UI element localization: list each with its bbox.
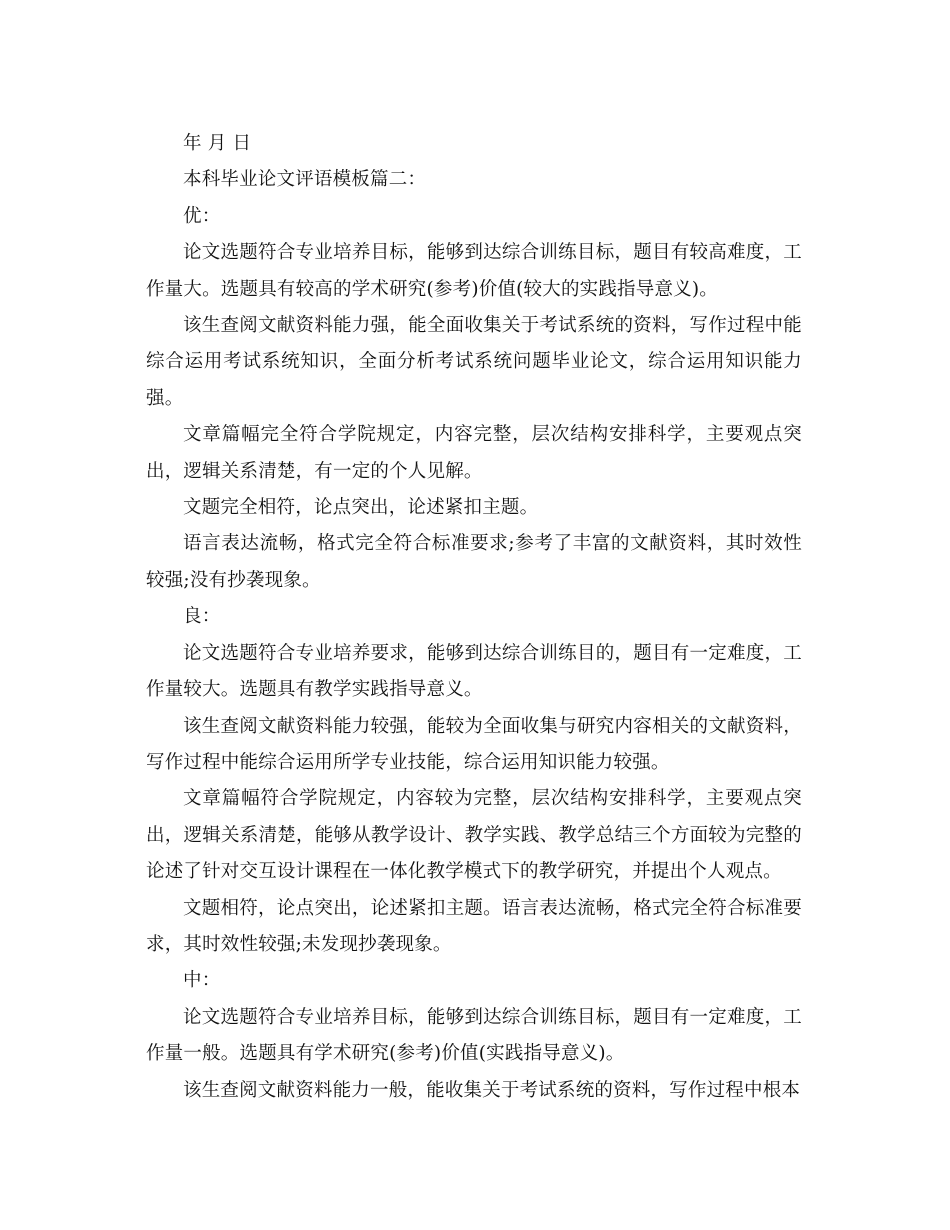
paragraph: 该生查阅文献资料能力强，能全面收集关于考试系统的资料，写作过程中能综合运用考试系统知识，全面分析考试系统问题毕业论文，综合运用知识能力强。 — [146, 315, 802, 409]
paragraph: 该生查阅文献资料能力较强，能较为全面收集与研究内容相关的文献资料，写作过程中能综合运用所学专业技能，综合运用知识能力较强。 — [146, 715, 802, 773]
grade-heading-excellent: 优： — [183, 205, 221, 227]
document-body — [146, 126, 802, 1109]
grade-heading-medium: 中： — [183, 970, 221, 992]
paragraph: 语言表达流畅，格式完全符合标准要求;参考了丰富的文献资料，其时效性较强;没有抄袭现象。 — [146, 533, 802, 591]
paragraph: 文题相符，论点突出，论述紧扣主题。语言表达流畅，格式完全符合标准要求，其时效性较强;未发现抄袭现象。 — [146, 897, 802, 955]
paragraph: 该生查阅文献资料能力一般，能收集关于考试系统的资料，写作过程中根本 — [183, 1079, 801, 1101]
paragraph: 文题完全相符，论点突出，论述紧扣主题。 — [183, 497, 539, 519]
paragraph: 论文选题符合专业培养目标，能够到达综合训练目标，题目有一定难度，工作量一般。选题具有学术研究(参考)价值(实践指导意义)。 — [146, 1006, 802, 1065]
paragraph: 论文选题符合专业培养目标，能够到达综合训练目标，题目有较高难度，工作量大。选题具有较高的学术研究(参考)价值(较大的实践指导意义)。 — [146, 242, 802, 300]
paragraph: 论文选题符合专业培养要求，能够到达综合训练目的，题目有一定难度，工作量较大。选题具有教学实践指导意义。 — [146, 642, 802, 701]
section-title: 本科毕业论文评语模板篇二： — [183, 169, 427, 191]
paragraph: 文章篇幅符合学院规定，内容较为完整，层次结构安排科学，主要观点突出，逻辑关系清楚，能够从教学设计、教学实践、教学总结三个方面较为完整的论述了针对交互设计课程在一体化教学模式下的教学研究，并提出个人观点。 — [146, 788, 802, 883]
grade-heading-good: 良： — [183, 606, 221, 628]
paragraph: 文章篇幅完全符合学院规定，内容完整，层次结构安排科学，主要观点突出，逻辑关系清楚，有一定的个人见解。 — [146, 424, 802, 482]
date-line: 年 月 日 — [183, 133, 252, 154]
